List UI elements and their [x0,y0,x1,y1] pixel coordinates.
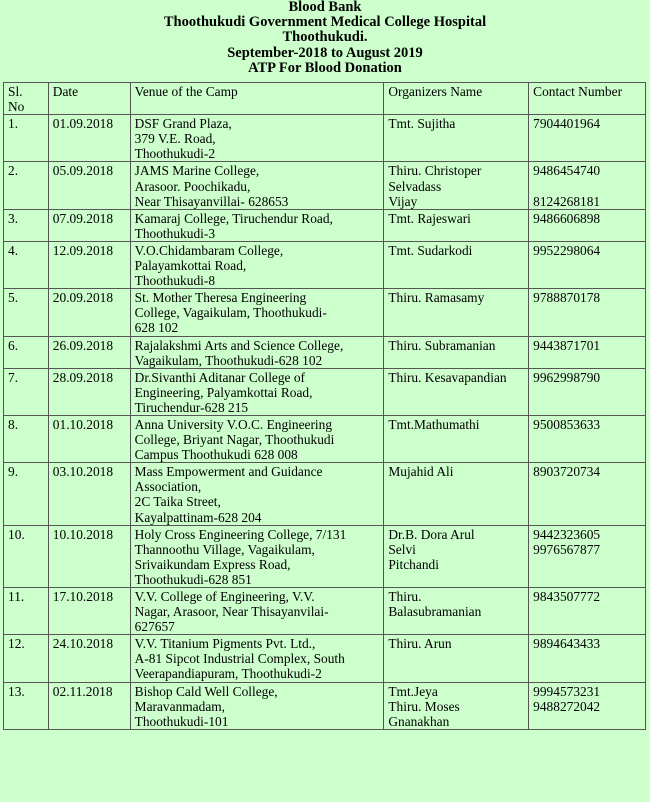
cell-contact [529,588,646,635]
cell-sl-no [4,368,49,415]
cell-contact-line: 9843507772 [533,589,601,604]
blood-camp-table [3,82,646,730]
cell-sl-no-text: 10. [8,526,25,542]
cell-contact-line: 9488272042 [533,698,601,714]
cell-date-text: 24.10.2018 [52,636,114,652]
cell-date-text: 17.10.2018 [52,589,114,604]
cell-venue-line: Holy Cross Engineering College, 7/131 [134,526,347,542]
cell-venue-line: Bishop Cald Well College, [134,683,278,699]
cell-sl-no [4,415,49,462]
cell-venue [130,463,384,525]
cell-date [48,241,130,288]
cell-sl-no [4,241,49,288]
cell-venue [130,241,384,288]
cell-venue [130,635,384,682]
header-line-city: Thoothukudi. [282,29,368,46]
cell-sl-no [4,162,49,209]
cell-organizer-line: Pitchandi [388,556,439,572]
column-header-text: Contact Number [533,84,623,99]
cell-sl-no-text: 12. [8,636,25,652]
cell-contact [529,209,646,241]
cell-date [48,162,130,209]
cell-venue-line: Kayalpattinam-628 204 [134,509,262,525]
table-row [4,241,646,288]
table-row [4,336,646,368]
cell-venue-line: 2C Taika Street, [134,494,221,510]
cell-venue-line: Rajalakshmi Arts and Science College, [134,337,344,353]
cell-venue-line: Srivaikundam Express Road, [134,556,291,572]
column-header-sl-no [4,83,49,115]
cell-sl-no-text: 8. [8,416,19,432]
cell-sl-no-text: 11. [8,589,25,604]
cell-venue-line: V.V. Titanium Pigments Pvt. Ltd., [134,636,316,652]
cell-venue-line: Thoothukudi-8 [134,273,216,289]
header-row [4,83,646,115]
cell-organizer-line: Gnanakhan [388,713,450,729]
cell-organizer [384,162,529,209]
cell-date-text: 28.09.2018 [52,369,114,385]
cell-sl-no [4,463,49,525]
cell-contact [529,368,646,415]
cell-sl-no-text: 1. [8,116,19,132]
cell-date [48,588,130,635]
cell-contact-line: 8124268181 [533,193,601,209]
column-header-text: Venue of the Camp [134,84,238,99]
cell-sl-no [4,209,49,241]
cell-date [48,289,130,336]
cell-date [48,209,130,241]
column-header-text: Organizers Name [388,84,483,99]
cell-sl-no-text: 3. [8,210,19,226]
cell-venue-line: A-81 Sipcot Industrial Complex, South [134,651,345,667]
cell-organizer [384,368,529,415]
cell-venue-line: Arasoor. Poochikadu, [134,178,251,194]
cell-venue [130,336,384,368]
cell-organizer-line: Thiru. Christoper [388,163,482,179]
cell-date-text: 02.11.2018 [52,683,113,699]
cell-venue-line: Palayamkottai Road, [134,258,247,274]
table-row [4,209,646,241]
cell-date [48,463,130,525]
cell-organizer-line: Thiru. Moses [388,698,460,714]
cell-sl-no [4,635,49,682]
column-header-organizer [384,83,529,115]
cell-sl-no-text: 13. [8,683,25,699]
cell-organizer-line: Thiru. [388,589,422,604]
cell-venue-line: Tiruchendur-628 215 [134,399,249,415]
cell-date-text: 05.09.2018 [52,163,114,179]
cell-date-text: 20.09.2018 [52,290,114,306]
cell-date-text: 12.09.2018 [52,242,114,258]
cell-organizer-line: Mujahid Ali [388,464,454,480]
cell-venue-line: JAMS Marine College, [134,163,260,179]
cell-venue-line: Vagaikulam, Thoothukudi-628 102 [134,352,323,368]
cell-date-text: 10.10.2018 [52,526,114,542]
cell-contact [529,525,646,587]
cell-contact [529,635,646,682]
cell-organizer-line: Tmt. Sujitha [388,116,456,132]
cell-venue-line: Association, [134,479,202,495]
cell-contact-line: 9500853633 [533,416,601,432]
cell-date [48,368,130,415]
table-row [4,463,646,525]
cell-contact-line: 9952298064 [533,242,601,258]
cell-contact [529,289,646,336]
table-row [4,588,646,635]
cell-date-text: 01.09.2018 [52,116,114,132]
cell-venue-line: Maravanmadam, [134,698,226,714]
cell-contact-line: 9486454740 [533,163,601,179]
column-header-text: Date [52,84,79,99]
cell-venue [130,289,384,336]
cell-venue-line: Thoothukudi-101 [134,713,229,729]
cell-venue [130,162,384,209]
header-line-subject: ATP For Blood Donation [248,59,402,76]
column-header-text: Sl. [8,84,23,99]
cell-venue-line: 627657 [134,619,175,635]
column-header-venue [130,83,384,115]
cell-organizer-line: Tmt. Sudarkodi [388,242,473,258]
cell-organizer-line: Thiru. Kesavapandian [388,369,507,385]
cell-venue-line: Thoothukudi-2 [134,146,216,162]
cell-date [48,635,130,682]
cell-organizer-line: Vijay [388,193,418,209]
table-row [4,115,646,162]
cell-venue-line: Dr.Sivanthi Aditanar College of [134,369,306,385]
cell-sl-no-text: 5. [8,290,19,306]
cell-venue-line: V.V. College of Engineering, V.V. [134,589,315,604]
cell-contact [529,115,646,162]
header-line-blood-bank: Blood Bank [288,0,362,15]
cell-venue-line: Anna University V.O.C. Engineering [134,416,333,432]
cell-venue-line: Engineering, Palyamkottai Road, [134,384,313,400]
cell-contact [529,463,646,525]
cell-organizer [384,241,529,288]
cell-date [48,336,130,368]
cell-venue-line: Thoothukudi-3 [134,225,216,241]
cell-organizer [384,209,529,241]
cell-date-text: 03.10.2018 [52,464,114,480]
cell-sl-no-text: 7. [8,369,19,385]
cell-contact [529,162,646,209]
cell-venue [130,525,384,587]
cell-date [48,682,130,729]
cell-venue-line: 628 102 [134,320,179,336]
cell-contact-line: 9443871701 [533,337,601,353]
cell-organizer-line: Balasubramanian [388,604,482,620]
cell-contact-line: 9994573231 [533,683,601,699]
cell-contact [529,241,646,288]
cell-contact-line: 9894643433 [533,636,601,652]
cell-date [48,415,130,462]
table-row [4,635,646,682]
cell-contact-line [533,179,641,194]
cell-organizer-line: Selvadass [388,178,442,194]
cell-contact [529,415,646,462]
cell-sl-no [4,525,49,587]
cell-organizer [384,415,529,462]
cell-organizer [384,463,529,525]
cell-venue-line: Thoothukudi-628 851 [134,571,252,587]
cell-organizer-line: Tmt.Jeya [388,683,438,699]
cell-sl-no [4,588,49,635]
cell-organizer-line: Dr.B. Dora Arul [388,526,475,542]
column-header-date [48,83,130,115]
table-row [4,525,646,587]
header-line-period: September-2018 to August 2019 [227,44,423,61]
cell-venue [130,588,384,635]
cell-venue-line: Nagar, Arasoor, Near Thisayanvilai- [134,604,329,620]
cell-date-text: 07.09.2018 [52,210,114,226]
cell-date [48,115,130,162]
cell-organizer-line: Tmt. Rajeswari [388,210,471,226]
cell-contact [529,336,646,368]
table-body [4,115,646,730]
cell-contact-line: 8903720734 [533,464,601,480]
table-row [4,289,646,336]
cell-contact-line: 9486606898 [533,210,601,226]
cell-venue [130,368,384,415]
cell-venue-line: Near Thisayanvillai- 628653 [134,193,289,209]
cell-organizer [384,289,529,336]
cell-organizer-line: Tmt.Mathumathi [388,416,480,432]
cell-sl-no-text: 2. [8,163,19,179]
cell-contact [529,682,646,729]
cell-venue [130,115,384,162]
cell-venue-line: College, Briyant Nagar, Thoothukudi [134,432,335,448]
cell-sl-no [4,289,49,336]
cell-contact-line: 9962998790 [533,369,601,385]
cell-contact-line: 7904401964 [533,116,601,132]
cell-venue-line: Kamaraj College, Tiruchendur Road, [134,210,333,226]
cell-sl-no [4,336,49,368]
cell-sl-no-text: 9. [8,464,19,480]
table-header [4,83,646,115]
cell-venue-line: Mass Empowerment and Guidance [134,464,323,480]
cell-organizer [384,635,529,682]
table-row [4,368,646,415]
cell-venue-line: Thannoothu Village, Vagaikulam, [134,541,315,557]
cell-sl-no [4,682,49,729]
cell-organizer [384,682,529,729]
cell-venue-line: V.O.Chidambaram College, [134,242,284,258]
document-header [0,0,650,76]
header-line-hospital: Thoothukudi Government Medical College Hospital [163,14,487,31]
cell-sl-no-text: 4. [8,242,19,258]
cell-organizer [384,336,529,368]
cell-sl-no [4,115,49,162]
cell-organizer-line: Selvi [388,541,416,557]
cell-organizer-line: Thiru. Arun [388,636,452,652]
cell-organizer-line: Thiru. Subramanian [388,337,496,353]
cell-date [48,525,130,587]
cell-date-text: 01.10.2018 [52,416,114,432]
table-row [4,415,646,462]
cell-venue-line: College, Vagaikulam, Thoothukudi- [134,305,327,321]
cell-venue-line: 379 V.E. Road, [134,131,216,147]
cell-organizer [384,115,529,162]
cell-organizer-line: Thiru. Ramasamy [388,290,485,306]
cell-organizer [384,525,529,587]
cell-sl-no-text: 6. [8,337,19,353]
cell-venue-line: DSF Grand Plaza, [134,116,232,132]
cell-venue [130,682,384,729]
cell-organizer [384,588,529,635]
cell-venue [130,209,384,241]
cell-venue-line: Campus Thoothukudi 628 008 [134,447,298,463]
table-row [4,162,646,209]
cell-contact-line: 9788870178 [533,290,601,306]
cell-venue-line: St. Mother Theresa Engineering [134,290,307,306]
column-header-text: No [8,99,25,115]
cell-contact-line: 9976567877 [533,541,601,557]
table-row [4,682,646,729]
cell-venue-line: Veerapandiapuram, Thoothukudi-2 [134,666,322,682]
cell-venue [130,415,384,462]
cell-date-text: 26.09.2018 [52,337,114,353]
cell-contact-line: 9442323605 [533,526,601,542]
column-header-contact [529,83,646,115]
